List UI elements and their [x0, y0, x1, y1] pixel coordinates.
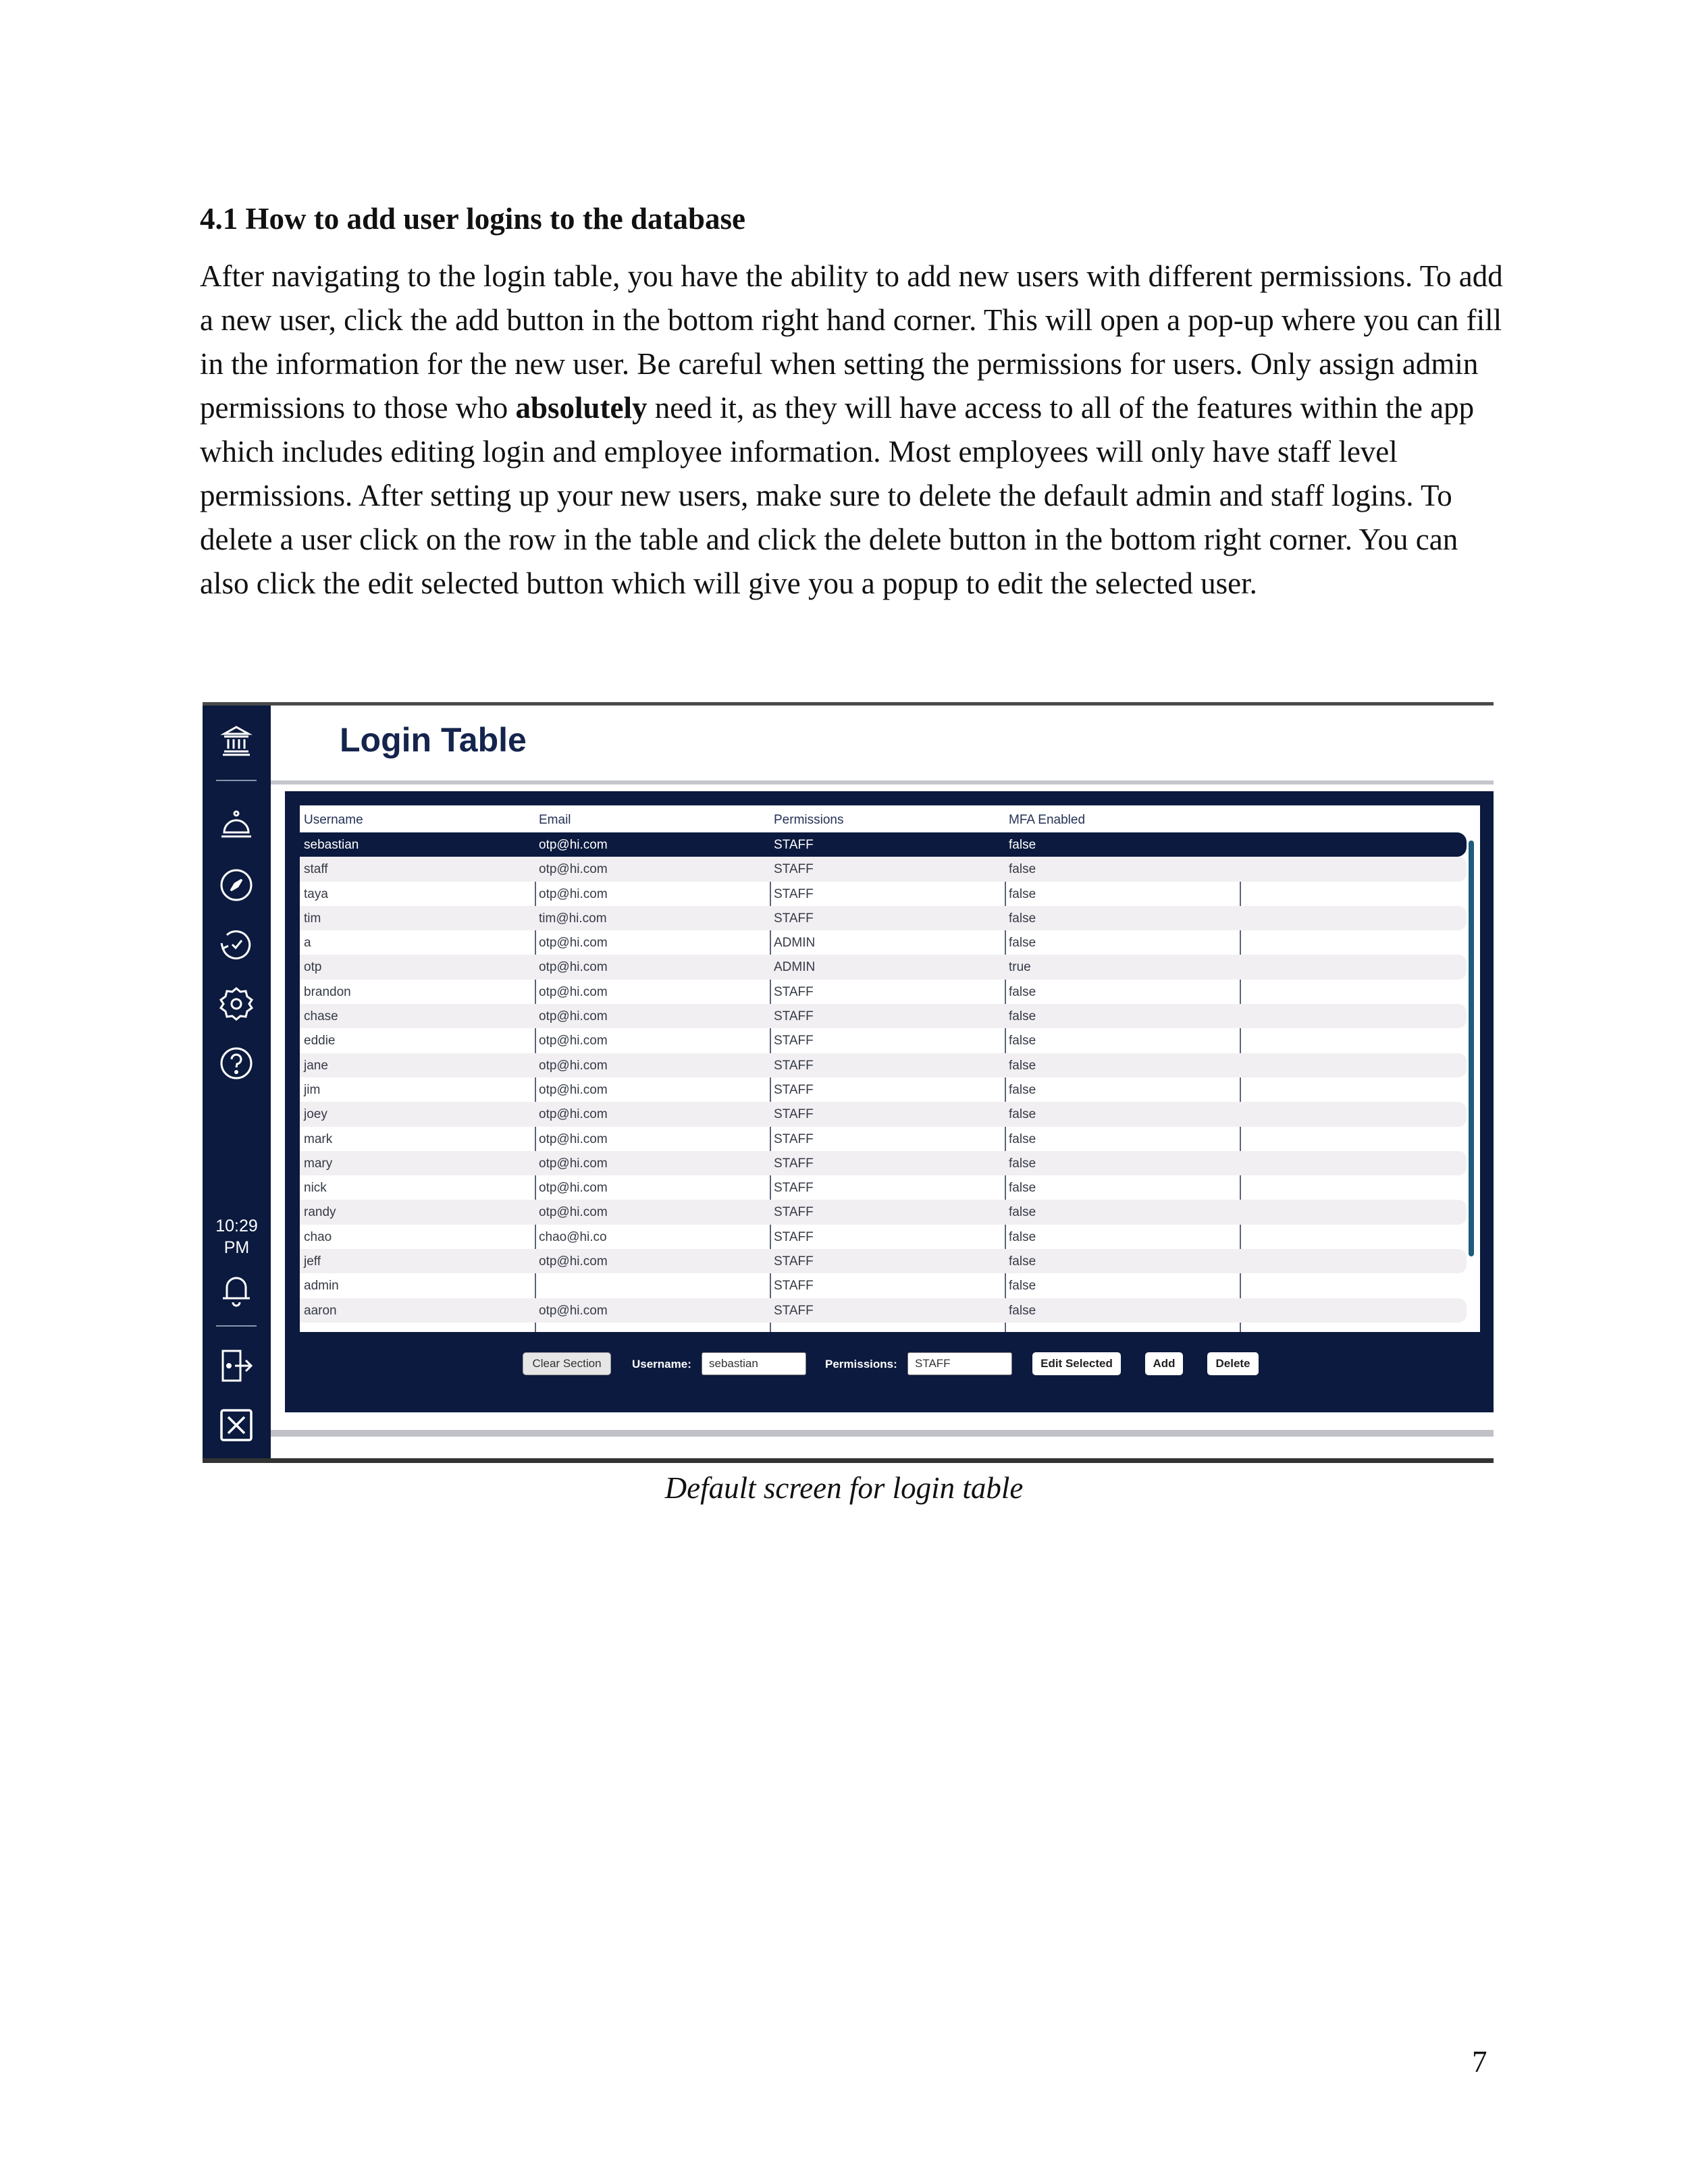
cell-username: eddie — [304, 1034, 336, 1048]
cell-mfa-enabled: false — [1009, 1082, 1036, 1097]
cell-permissions: STAFF — [774, 1279, 814, 1294]
table-row[interactable] — [300, 1249, 1467, 1273]
cell-username: nick — [304, 1181, 327, 1196]
add-button[interactable]: Add — [1145, 1352, 1183, 1375]
cell-mfa-enabled: false — [1009, 1205, 1036, 1220]
cell-email: otp@hi.com — [539, 1107, 608, 1122]
cell-username: tim — [304, 911, 321, 926]
cell-permissions: STAFF — [774, 1082, 814, 1097]
table-row[interactable] — [300, 1102, 1467, 1126]
footer-divider — [271, 1430, 1494, 1437]
cell-email: otp@hi.com — [539, 838, 608, 852]
cell-permissions: STAFF — [774, 984, 814, 999]
cell-username: jeff — [304, 1254, 321, 1269]
cell-email: otp@hi.com — [539, 984, 608, 999]
compass-icon[interactable] — [217, 866, 255, 904]
cell-username: aaron — [304, 1303, 337, 1318]
cell-mfa-enabled: true — [1009, 960, 1031, 975]
cell-mfa-enabled: false — [1009, 911, 1036, 926]
paragraph-text-1: After navigating to the login table, you have the ability to add new users with different permissions. To add a new user, click the add button in the bottom right hand corner. This will open a pop-up where you can fill in the information for the new user. Be careful when setting the permissions for users. Only assign admin permissions to those who — [200, 259, 1503, 425]
cell-email: otp@hi.com — [539, 1303, 608, 1318]
table-row[interactable] — [300, 1077, 1467, 1102]
cell-username: mary — [304, 1156, 333, 1171]
table-body — [300, 832, 1480, 1332]
settings-gear-icon[interactable] — [217, 985, 255, 1023]
cell-mfa-enabled: false — [1009, 886, 1036, 901]
clock-history-icon[interactable] — [217, 926, 255, 963]
title-divider — [271, 780, 1494, 784]
cell-permissions: STAFF — [774, 886, 814, 901]
permissions-input[interactable]: STAFF — [907, 1352, 1012, 1375]
table-row[interactable] — [300, 882, 1467, 906]
cell-permissions: STAFF — [774, 1034, 814, 1048]
cell-username: jim — [304, 1082, 321, 1097]
header-username[interactable]: Username — [304, 813, 363, 827]
cell-mfa-enabled: false — [1009, 1034, 1036, 1048]
cell-username: mark — [304, 1131, 333, 1146]
table-row[interactable] — [300, 1273, 1467, 1298]
cell-username: chase — [304, 1009, 338, 1024]
cell-permissions: STAFF — [774, 1009, 814, 1024]
cell-permissions: STAFF — [774, 1205, 814, 1220]
table-row[interactable] — [300, 906, 1467, 930]
table-row[interactable] — [300, 857, 1467, 881]
bank-icon[interactable] — [217, 722, 255, 760]
cell-email: otp@hi.com — [539, 886, 608, 901]
sidebar — [203, 705, 271, 1458]
cell-email: otp@hi.com — [539, 1156, 608, 1171]
cell-permissions: STAFF — [774, 1058, 814, 1073]
cell-email: otp@hi.com — [539, 1131, 608, 1146]
cell-mfa-enabled: false — [1009, 1181, 1036, 1196]
title-bar — [271, 705, 1494, 782]
edit-selected-button[interactable]: Edit Selected — [1032, 1352, 1121, 1375]
cell-username: jane — [304, 1058, 328, 1073]
clock-time: 10:29 — [215, 1217, 258, 1235]
table-row[interactable] — [300, 1028, 1467, 1053]
login-table-screenshot — [203, 702, 1494, 1463]
cell-mfa-enabled: false — [1009, 1254, 1036, 1269]
cell-mfa-enabled: false — [1009, 1058, 1036, 1073]
cell-email: otp@hi.com — [539, 1009, 608, 1024]
cell-mfa-enabled: false — [1009, 1009, 1036, 1024]
clock-period: PM — [223, 1238, 250, 1257]
cell-username: staff — [304, 862, 328, 877]
username-input[interactable]: sebastian — [702, 1352, 806, 1375]
page-title: Login Table — [340, 721, 527, 759]
service-bell-icon[interactable] — [217, 807, 255, 845]
header-permissions[interactable]: Permissions — [774, 813, 844, 827]
header-email[interactable]: Email — [539, 813, 571, 827]
sidebar-divider — [216, 780, 257, 781]
username-label: Username: — [632, 1358, 691, 1370]
cell-username: joey — [304, 1107, 327, 1122]
table-scrollbar[interactable] — [1469, 841, 1474, 1256]
cell-email: otp@hi.com — [539, 1205, 608, 1220]
table-row[interactable] — [300, 1298, 1467, 1323]
cell-username: taya — [304, 886, 328, 901]
cell-email: otp@hi.com — [539, 1082, 608, 1097]
cell-mfa-enabled: false — [1009, 1156, 1036, 1171]
cell-email: otp@hi.com — [539, 936, 608, 951]
cell-mfa-enabled: false — [1009, 838, 1036, 852]
cell-permissions: STAFF — [774, 1156, 814, 1171]
table-row[interactable] — [300, 980, 1467, 1004]
close-icon[interactable] — [217, 1406, 255, 1444]
table-controls — [285, 1335, 1494, 1382]
cell-mfa-enabled: false — [1009, 1303, 1036, 1318]
cell-email: otp@hi.com — [539, 1181, 608, 1196]
table-row[interactable] — [300, 1053, 1467, 1077]
cell-username: randy — [304, 1205, 336, 1220]
cell-email: otp@hi.com — [539, 1058, 608, 1073]
cell-permissions: ADMIN — [774, 936, 816, 951]
cell-email: otp@hi.com — [539, 1254, 608, 1269]
paragraph-bold: absolutely — [515, 391, 648, 425]
cell-username: otp — [304, 960, 322, 975]
cell-permissions: STAFF — [774, 1303, 814, 1318]
help-icon[interactable] — [217, 1044, 255, 1082]
table-row[interactable] — [300, 1151, 1467, 1175]
table-row[interactable] — [300, 1127, 1467, 1151]
screenshot-bottom-border — [203, 1458, 1494, 1463]
permissions-label: Permissions: — [825, 1358, 897, 1370]
cell-mfa-enabled: false — [1009, 984, 1036, 999]
login-table — [300, 805, 1480, 1332]
cell-permissions: STAFF — [774, 1181, 814, 1196]
table-row-selected[interactable] — [300, 832, 1467, 857]
cell-mfa-enabled: false — [1009, 936, 1036, 951]
cell-permissions: STAFF — [774, 911, 814, 926]
cell-email: tim@hi.com — [539, 911, 607, 926]
cell-permissions: STAFF — [774, 1229, 814, 1244]
cell-permissions: STAFF — [774, 862, 814, 877]
cell-permissions: STAFF — [774, 838, 814, 852]
cell-username: chao — [304, 1229, 332, 1244]
cell-permissions: STAFF — [774, 1107, 814, 1122]
cell-email: chao@hi.co — [539, 1229, 607, 1244]
table-row[interactable] — [300, 1004, 1467, 1028]
cell-permissions: STAFF — [774, 1131, 814, 1146]
page-number: 7 — [1472, 2045, 1487, 2079]
cell-permissions: ADMIN — [774, 960, 816, 975]
cell-username: a — [304, 936, 311, 951]
table-row[interactable] — [300, 1175, 1467, 1200]
cell-email: otp@hi.com — [539, 862, 608, 877]
header-mfa-enabled[interactable]: MFA Enabled — [1009, 813, 1086, 827]
table-row[interactable] — [300, 955, 1467, 979]
logout-icon[interactable] — [217, 1347, 255, 1385]
cell-permissions: STAFF — [774, 1254, 814, 1269]
cell-mfa-enabled: false — [1009, 862, 1036, 877]
cell-mfa-enabled: false — [1009, 1107, 1036, 1122]
sidebar-divider-bottom — [216, 1325, 257, 1327]
table-row[interactable] — [300, 930, 1467, 955]
section-heading: 4.1 How to add user logins to the database — [200, 202, 746, 236]
cell-mfa-enabled: false — [1009, 1229, 1036, 1244]
notification-bell-icon[interactable] — [217, 1271, 255, 1309]
cell-mfa-enabled: false — [1009, 1279, 1036, 1294]
cell-username: brandon — [304, 984, 351, 999]
cell-mfa-enabled: false — [1009, 1131, 1036, 1146]
table-panel — [285, 791, 1494, 1412]
table-row[interactable] — [300, 1225, 1467, 1249]
delete-button[interactable]: Delete — [1207, 1352, 1259, 1375]
figure-caption: Default screen for login table — [664, 1471, 1024, 1505]
cell-username: admin — [304, 1279, 339, 1294]
table-row[interactable] — [300, 1200, 1467, 1224]
cell-email: otp@hi.com — [539, 960, 608, 975]
body-paragraph — [200, 255, 1503, 606]
cell-email: otp@hi.com — [539, 1034, 608, 1048]
table-header — [300, 805, 1480, 832]
paragraph-text-2: need it, as they will have access to all of the features within the app which includes editing login and employee information. Most employees will only have staff level permissions. After setting up your new users, make sure to delete the default admin and staff logins. To delete a user click on the row in the table and click the delete button in the bottom right corner. You can also click the edit selected button which will give you a popup to edit the selected user. — [200, 391, 1475, 600]
cell-username: sebastian — [304, 838, 359, 852]
clear-section-button[interactable]: Clear Section — [523, 1352, 611, 1375]
